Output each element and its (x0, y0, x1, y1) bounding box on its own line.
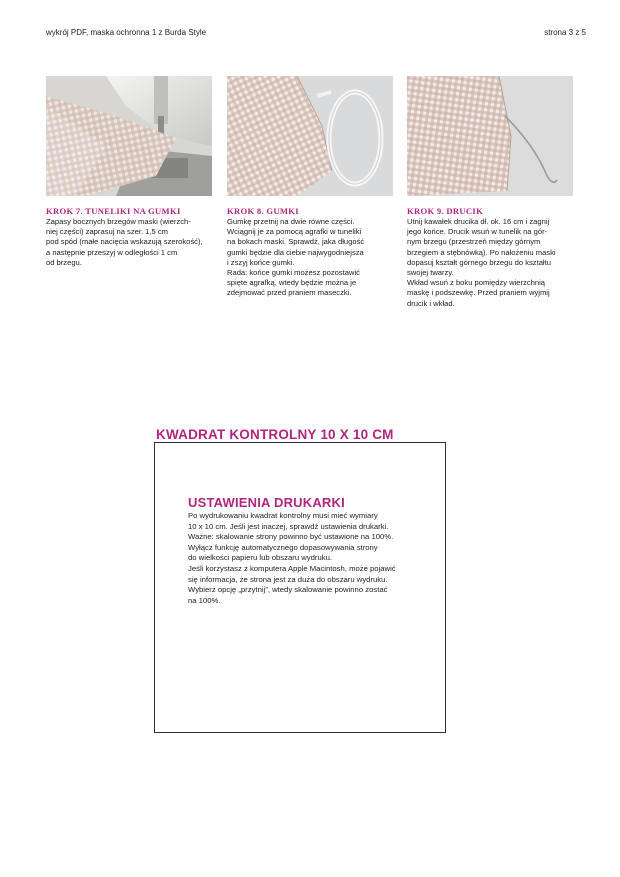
step-7-body: Zapasy bocznych brzegów maski (wierzch- niej części) zaprasuj na szer. 1,5 cm pod spód (małe nacięcia wskazują szerokość), a następnie przeszyj w odległości 1 cm od brzegu. (46, 217, 203, 267)
header-page-number: strona 3 z 5 (544, 28, 586, 37)
photo-sewing-machine (46, 76, 212, 196)
photo-mask-wire (407, 76, 573, 196)
step-9-body: Utnij kawałek drucika dł. ok. 16 cm i zagnij jego końce. Drucik wsuń w tunelik na gór- nym brzegu (przestrzeń między górnym brzegiem a stębnówką). Po nałożeniu maski dopasuj kształt górnego brzegu do kształtu swojej twarzy. Wkład wsuń z boku pomiędzy wierzchnią maskę i podszewkę. Przed praniem wyjmij drucik i wkład. (407, 217, 556, 308)
photo-mask-elastic (227, 76, 393, 196)
control-square-title: KWADRAT KONTROLNY 10 X 10 CM (156, 427, 394, 442)
printer-settings-body: Po wydrukowaniu kwadrat kontrolny musi mieć wymiary 10 x 10 cm. Jeśli jest inaczej, sprawdź ustawienia drukarki. Ważne: skalowanie strony powinno być ustawione na 100%. Wyłącz funkcję automatycznego dopasowywania strony do wielkości papieru lub obszaru wydruku. Jeśli korzystasz z komputera Apple Macintosh, może pojawić się informacja, że strona jest za duża do obszaru wydruku. Wybierz opcję „przytnij”, wtedy skalowanie powinno zostać na 100%. (188, 511, 396, 605)
printer-settings-title: USTAWIENIA DRUKARKI (188, 495, 345, 510)
step-8-body: Gumkę przetnij na dwie równe części. Wciągnij je za pomocą agrafki w tuneliki na bokach maski. Sprawdź, jaka długość gumki będzie dla ciebie najwygodniejsza i zszyj końce gumki. Rada: końce gumki możesz pozostawić spięte agrafką, wtedy będzie można je zdejmować przed praniem maseczki. (227, 217, 365, 298)
step-8-title: KROK 8. GUMKI (227, 206, 299, 216)
step-7 (46, 206, 214, 268)
step-9 (407, 206, 575, 309)
header-document-title: wykrój PDF, maska ochronna 1 z Burda Style (46, 28, 207, 37)
step-8 (227, 206, 395, 299)
step-7-title: KROK 7. TUNELIKI NA GUMKI (46, 206, 181, 216)
step-9-title: KROK 9. DRUCIK (407, 206, 484, 216)
